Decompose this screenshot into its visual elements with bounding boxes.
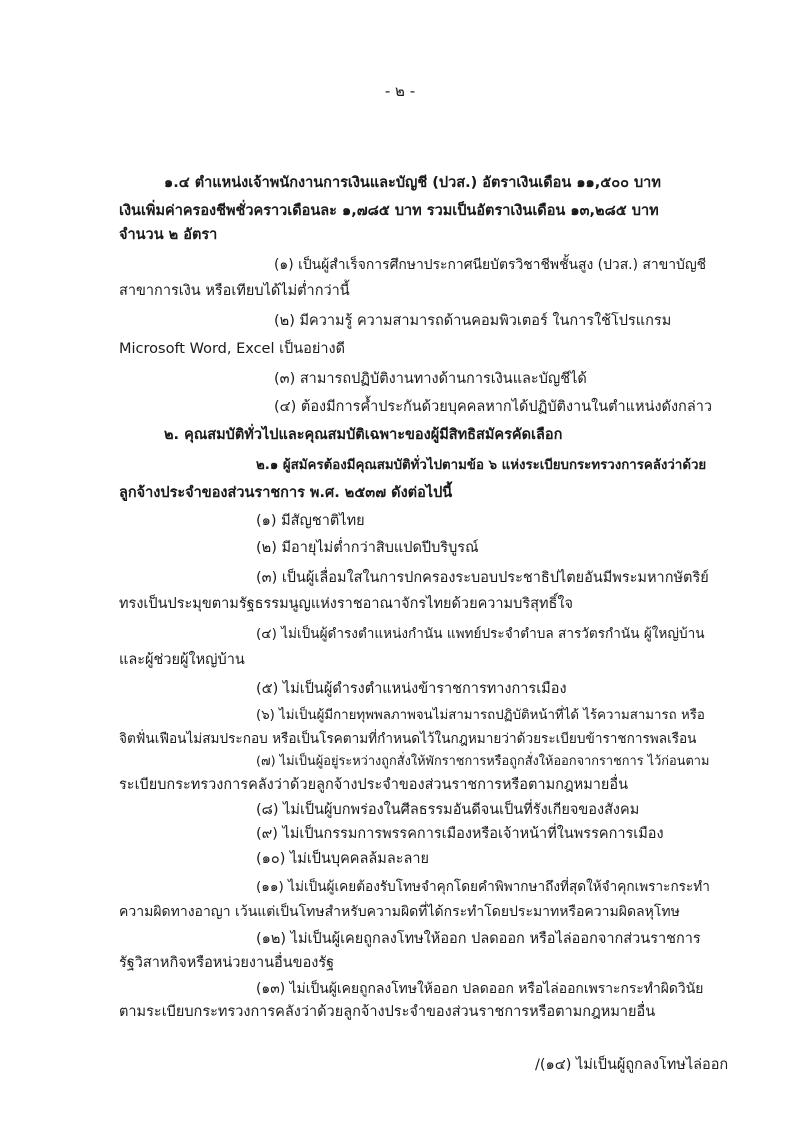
sec14-item2-line1: (๒) มีความรู้ ความสามารถด้านคอมพิวเตอร์ ในการใช้โปรแกรม xyxy=(274,313,672,329)
sec14-item2-line2: Microsoft Word, Excel เป็นอย่างดี xyxy=(119,341,346,357)
qual-13-line1: (๑๓) ไม่เป็นผู้เคยถูกลงโทษให้ออก ปลดออก หรือไล่ออกเพราะกระทำผิดวินัย xyxy=(256,981,704,997)
page-number: - ๒ - xyxy=(384,82,416,100)
footer-continuation: /(๑๔) ไม่เป็นผู้ถูกลงโทษไล่ออก xyxy=(535,1057,729,1073)
qual-11-line2: ความผิดทางอาญา เว้นแต่เป็นโทษสำหรับความผิดที่ได้กระทำโดยประมาทหรือความผิดลหุโทษ xyxy=(119,904,680,920)
sec14-title-line1: ๑.๔ ตำแหน่งเจ้าพนักงานการเงินและบัญชี (ปวส.) อัตราเงินเดือน ๑๑,๕๐๐ บาท xyxy=(164,175,661,191)
qual-7-line1: (๗) ไม่เป็นผู้อยู่ระหว่างถูกสั่งให้พักราชการหรือถูกสั่งให้ออกจากราชการ ไว้ก่อนตาม xyxy=(256,754,710,769)
qual-6-line1: (๖) ไม่เป็นผู้มีกายทุพพลภาพจนไม่สามารถปฏิบัติหน้าที่ได้ ไร้ความสามารถ หรือ xyxy=(256,708,705,723)
qual-4-line1: (๔) ไม่เป็นผู้ดำรงตำแหน่งกำนัน แพทย์ประจำตำบล สารวัตรกำนัน ผู้ใหญ่บ้าน xyxy=(256,626,705,642)
qual-9: (๙) ไม่เป็นกรรมการพรรคการเมืองหรือเจ้าหน้าที่ในพรรคการเมือง xyxy=(256,826,664,842)
sec14-title-line2: เงินเพิ่มค่าครองชีพชั่วคราวเดือนละ ๑,๗๘๕ บาท รวมเป็นอัตราเงินเดือน ๑๓,๒๘๕ บาท xyxy=(119,203,659,219)
qual-2: (๒) มีอายุไม่ต่ำกว่าสิบแปดปีบริบูรณ์ xyxy=(256,540,479,556)
qual-12-line1: (๑๒) ไม่เป็นผู้เคยถูกลงโทษให้ออก ปลดออก หรือไล่ออกจากส่วนราชการ xyxy=(256,931,701,947)
qual-7-line2: ระเบียบกระทรวงการคลังว่าด้วยลูกจ้างประจำของส่วนราชการหรือตามกฎหมายอื่น xyxy=(119,777,629,793)
sec2-heading: ๒. คุณสมบัติทั่วไปและคุณสมบัติเฉพาะของผู้มีสิทธิสมัครคัดเลือก xyxy=(164,427,563,443)
qual-10: (๑๐) ไม่เป็นบุคคลล้มละลาย xyxy=(256,851,430,867)
sec21-line1: ๒.๑ ผู้สมัครต้องมีคุณสมบัติทั่วไปตามข้อ ๖ แห่งระเบียบกระทรวงการคลังว่าด้วย xyxy=(256,458,707,473)
sec14-item3: (๓) สามารถปฏิบัติงานทางด้านการเงินและบัญชีได้ xyxy=(274,371,587,387)
qual-8: (๘) ไม่เป็นผู้บกพร่องในศีลธรรมอันดีจนเป็นที่รังเกียจของสังคม xyxy=(256,802,640,818)
qual-3-line2: ทรงเป็นประมุขตามรัฐธรรมนูญแห่งราชอาณาจักรไทยด้วยความบริสุทธิ์ใจ xyxy=(119,596,573,612)
sec14-item1-line1: (๑) เป็นผู้สำเร็จการศึกษาประกาศนียบัตรวิชาชีพชั้นสูง (ปวส.) สาขาบัญชี xyxy=(274,257,707,273)
sec14-item1-line2: สาขาการเงิน หรือเทียบได้ไม่ต่ำกว่านี้ xyxy=(119,283,350,299)
qual-6-line2: จิตฟั่นเฟือนไม่สมประกอบ หรือเป็นโรคตามที่กำหนดไว้ในกฎหมายว่าด้วยระเบียบข้าราชการพลเรือน xyxy=(119,731,697,747)
qual-1: (๑) มีสัญชาติไทย xyxy=(256,513,365,529)
sec21-line2: ลูกจ้างประจำของส่วนราชการ พ.ศ. ๒๕๓๗ ดังต่อไปนี้ xyxy=(119,485,453,501)
sec14-item4: (๔) ต้องมีการค้ำประกันด้วยบุคคลหากได้ปฏิบัติงานในตำแหน่งดังกล่าว xyxy=(274,399,713,415)
qual-11-line1: (๑๑) ไม่เป็นผู้เคยต้องรับโทษจำคุกโดยคำพิพากษาถึงที่สุดให้จำคุกเพราะกระทำ xyxy=(256,879,710,895)
qual-3-line1: (๓) เป็นผู้เลื่อมใสในการปกครองระบอบประชาธิปไตยอันมีพระมหากษัตริย์ xyxy=(256,570,709,586)
qual-12-line2: รัฐวิสาหกิจหรือหน่วยงานอื่นของรัฐ xyxy=(119,955,335,971)
sec14-title-line3: จำนวน ๒ อัตรา xyxy=(119,227,218,243)
qual-4-line2: และผู้ช่วยผู้ใหญ่บ้าน xyxy=(119,652,245,668)
qual-5: (๕) ไม่เป็นผู้ดำรงตำแหน่งข้าราชการทางการเมือง xyxy=(256,681,567,697)
qual-13-line2: ตามระเบียบกระทรวงการคลังว่าด้วยลูกจ้างประจำของส่วนราชการหรือตามกฎหมายอื่น xyxy=(119,1004,656,1020)
